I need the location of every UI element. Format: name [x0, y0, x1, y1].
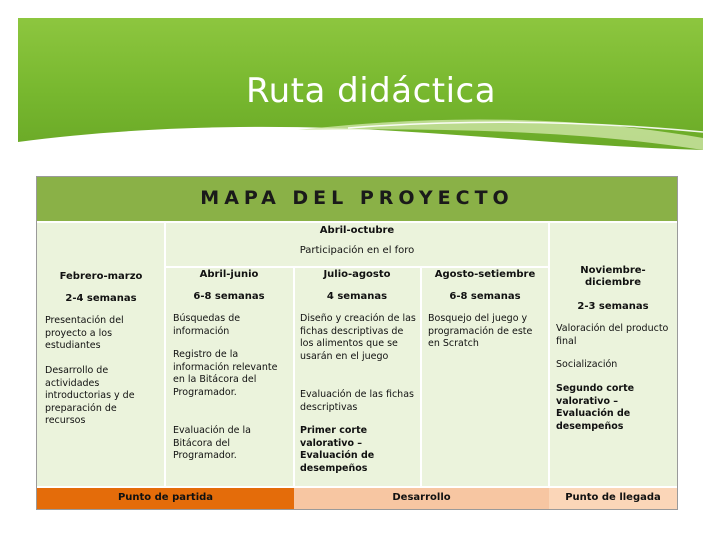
col2-item-2: Registro de la información relevante en la Bitácora del Programador.	[173, 349, 278, 398]
col1-period: Febrero-marzo	[59, 271, 143, 282]
footer-end-label: Punto de llegada	[565, 492, 661, 503]
col3-duration: 4 semanas	[326, 291, 388, 302]
col5-period: Noviembre-diciembre	[580, 265, 646, 288]
slide-header	[18, 18, 703, 150]
footer-middle-label: Desarrollo	[392, 492, 451, 503]
col1-duration: 2-4 semanas	[65, 293, 137, 304]
span-period: Abril-octubre	[319, 225, 395, 236]
footer-start-label: Punto de partida	[117, 492, 214, 503]
col5-item-2: Socialización	[556, 359, 618, 370]
col5-item-3: Segundo corte valorativo – Evaluación de desempeños	[556, 383, 635, 432]
col2-item-3: Evaluación de la Bitácora del Programador.	[173, 425, 251, 461]
col1-item-1: Presentación del proyecto a los estudiantes	[45, 315, 124, 351]
col2-duration: 6-8 semanas	[193, 291, 265, 302]
col2-item-1: Búsquedas de información	[173, 313, 241, 337]
col4-item-1: Bosquejo del juego y programación de este en Scratch	[428, 313, 533, 349]
col3-item-3: Primer corte valorativo – Evaluación de desempeños	[300, 425, 375, 474]
project-map	[36, 176, 678, 510]
col1-item-2: Desarrollo de actividades introductorias y de preparación de recursos	[45, 365, 135, 426]
map-title: MAPA DEL PROYECTO	[200, 187, 514, 209]
col5-duration: 2-3 semanas	[577, 301, 649, 312]
col2-period: Abril-junio	[199, 269, 259, 280]
col3-item-1: Diseño y creación de las fichas descriptivas de los alimentos que se usarán en el juego	[300, 313, 416, 362]
col3-item-2: Evaluación de las fichas descriptivas	[300, 389, 414, 413]
col5-item-1: Valoración del producto final	[556, 323, 669, 347]
col4-duration: 6-8 semanas	[449, 291, 521, 302]
slide-title: Ruta didáctica	[246, 71, 497, 111]
col3-period: Julio-agosto	[323, 269, 391, 280]
col4-period: Agosto-setiembre	[434, 269, 536, 280]
span-activity: Participación en el foro	[299, 245, 415, 256]
